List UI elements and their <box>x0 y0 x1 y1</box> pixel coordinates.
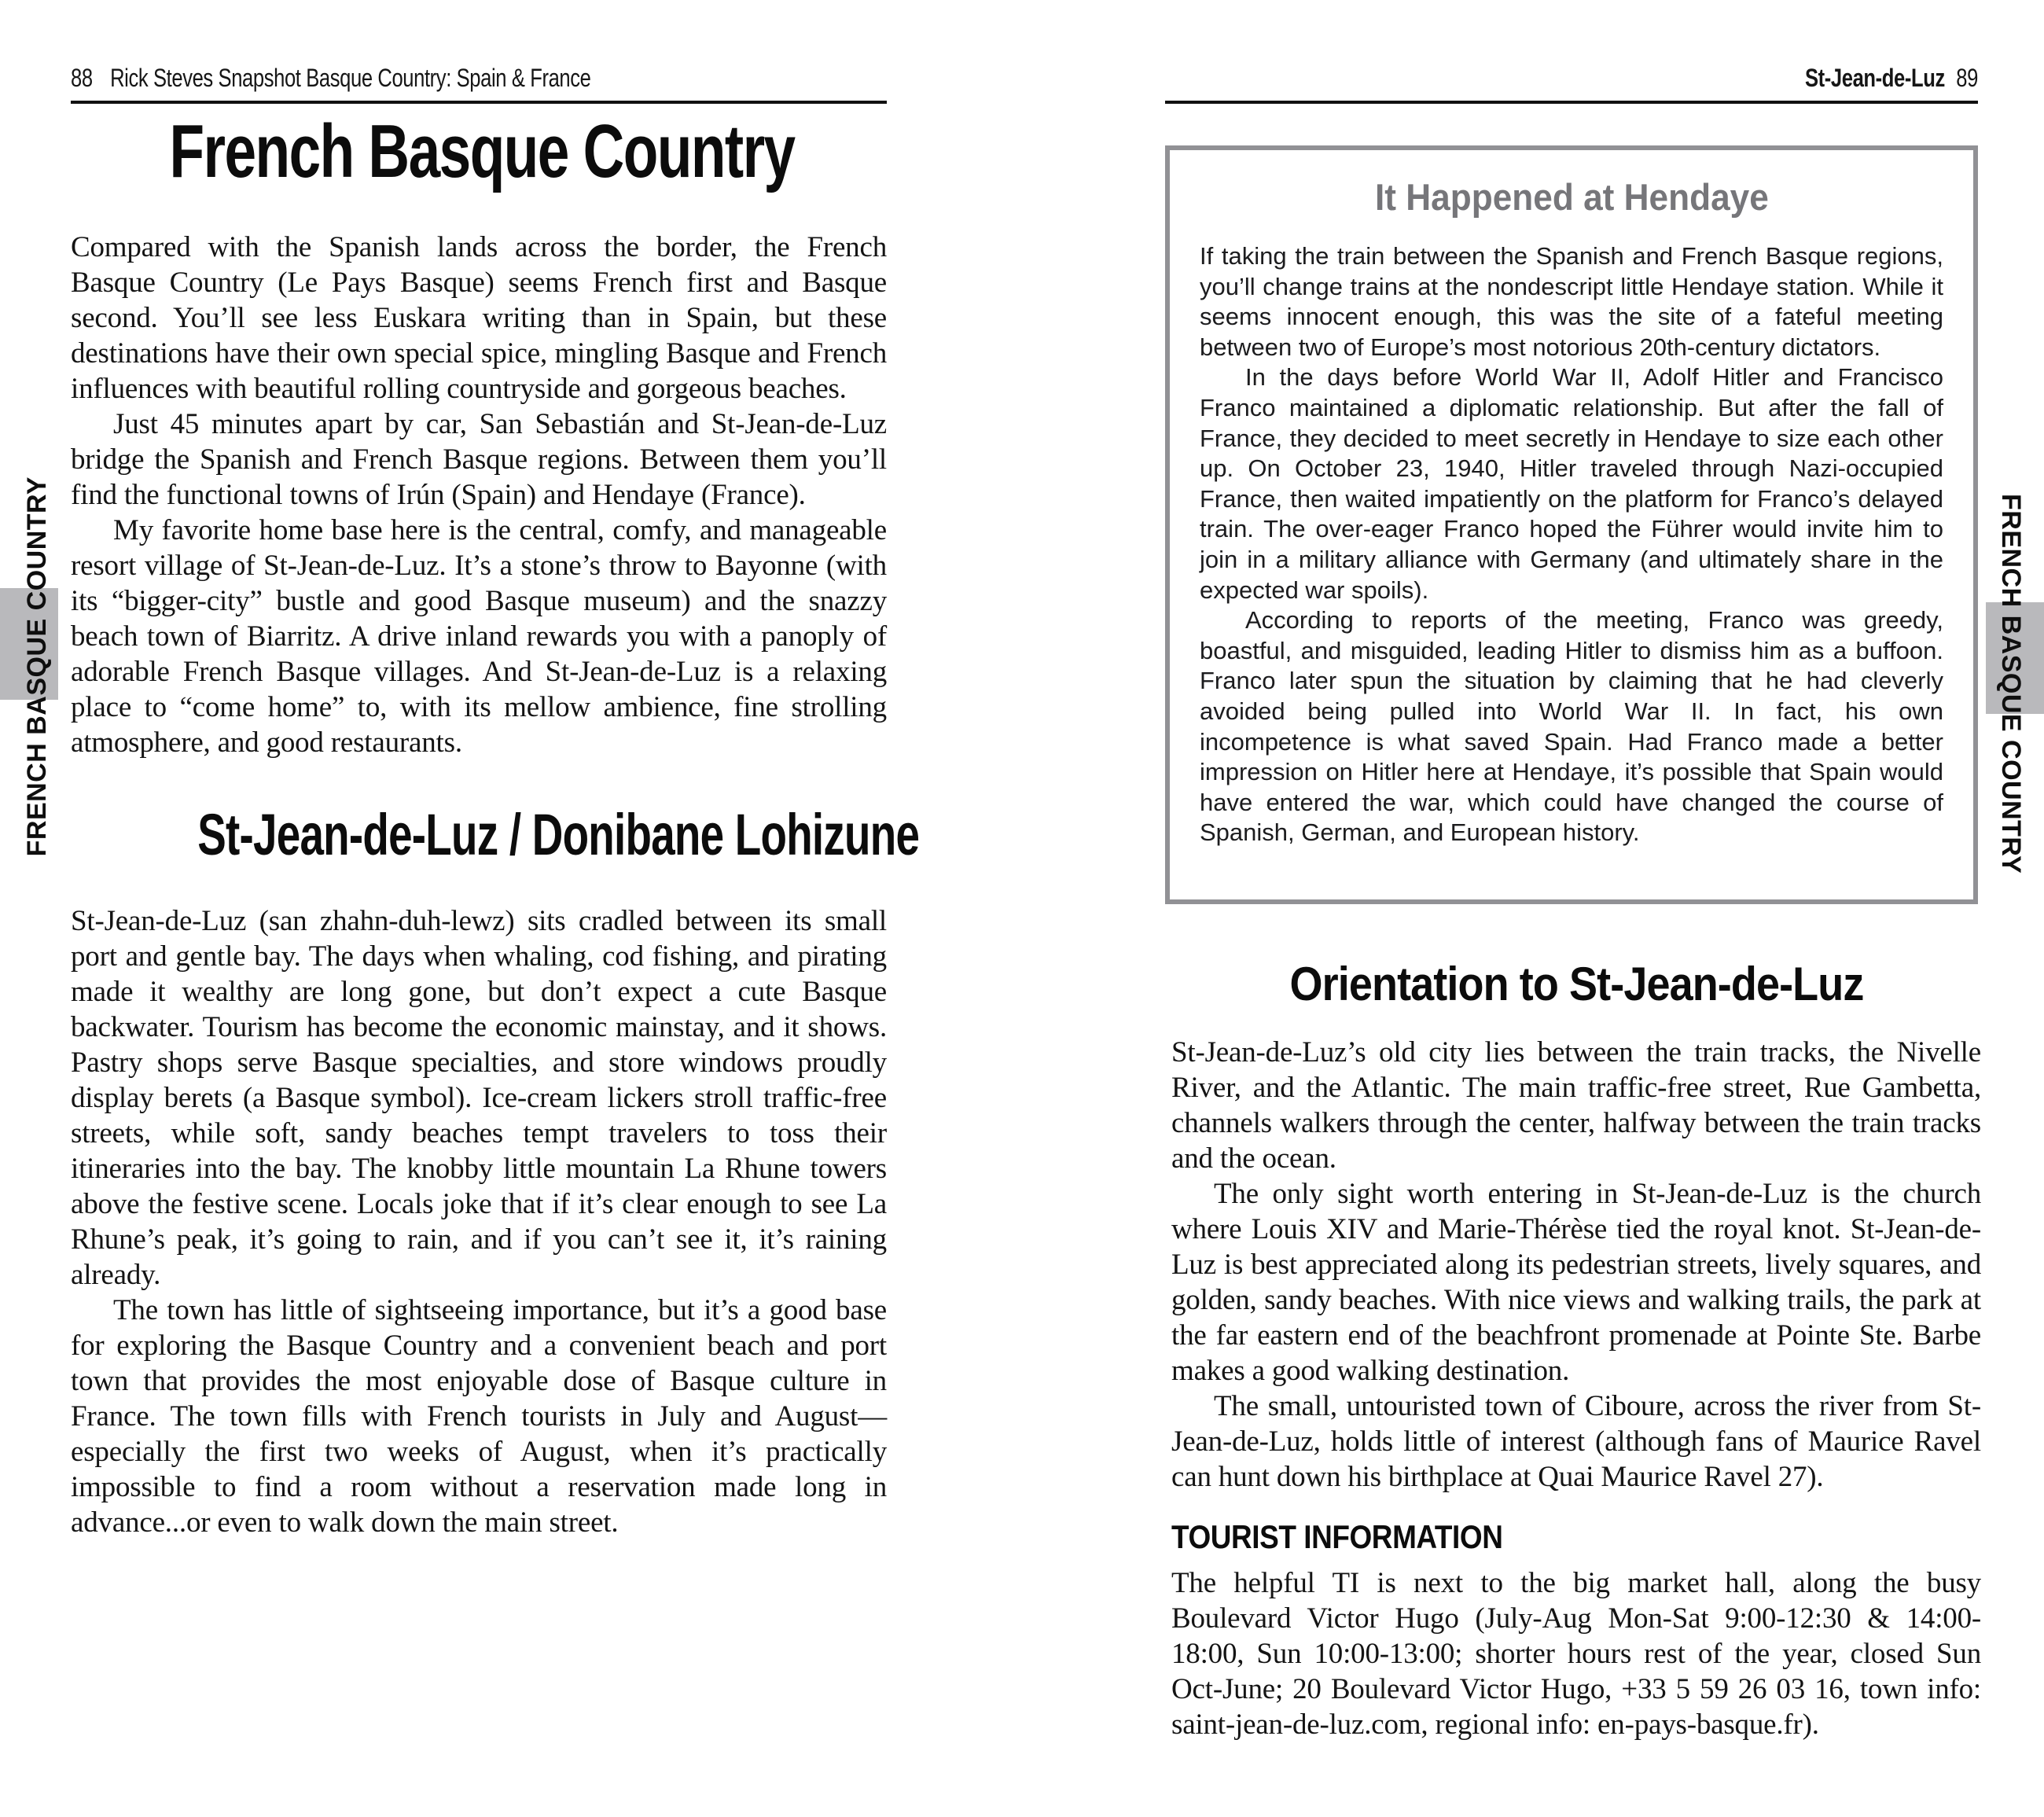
left-running-head <box>71 63 721 93</box>
left-page-number: 88 <box>71 64 93 92</box>
sidebar-paragraph: In the days before World War II, Adolf Hitler and Francisco Franco maintained a diplomatic relationship. But after the fall of France, they decided to meet secretly in Hendaye to size each other up. On October 23, 1940, Hitler traveled through Nazi-occupied France, then waited impatiently on the platform for Franco’s delayed train. The over-eager Franco hoped the Führer would invite him to join in a military alliance with Germany (and ultimately share in the expected war spoils). <box>1200 363 1943 604</box>
tourist-information-heading-text: TOURIST INFORMATION <box>1171 1518 1503 1555</box>
right-margin-tab-label: FRENCH BASQUE COUNTRY <box>1996 494 2026 874</box>
section-title-text: St-Jean-de-Luz / Donibane Lohizune <box>197 802 920 867</box>
chapter-title <box>71 109 887 195</box>
left-running-title: Rick Steves Snapshot Basque Country: Spain & France <box>110 64 591 92</box>
body-paragraph: Compared with the Spanish lands across the border, the French Basque Country (Le Pays Basque) seems French first and Basque second. You’ll see less Euskara writing than in Spain, but these destinations have their own special spice, mingling Basque and French influences with beautiful rolling countryside and gorgeous beaches. <box>71 231 887 405</box>
body-paragraph: Just 45 minutes apart by car, San Sebastián and St-Jean-de-Luz bridge the Spanish and French Basque regions. Between them you’ll find the functional towns of Irún (Spain) and Hendaye (France). <box>71 408 887 511</box>
sidebar-paragraph: If taking the train between the Spanish and French Basque regions, you’ll change trains at the nondescript little Hendaye station. While it seems innocent enough, this was the site of a fateful meeting between two of Europe’s most notorious 20th-century dictators. <box>1200 242 1943 361</box>
sidebar-box <box>1165 145 1978 904</box>
left-margin-tab-label: FRENCH BASQUE COUNTRY <box>22 476 52 857</box>
right-running-title: St-Jean-de-Luz <box>1805 64 1945 92</box>
body-paragraph: St-Jean-de-Luz (san zhahn-duh-lewz) sits cradled between its small port and gentle bay. The days when whaling, cod fishing, and pirating made it wealthy are long gone, but don’t expect a cute Basque backwater. Tourism has become the economic mainstay, and it shows. Pastry shops serve Basque specialties, and store windows proudly display berets (a Basque symbol). Ice-cream lickers stroll traffic-free streets, while soft, sandy beaches tempt travelers to toss their itineraries into the bay. The knobby little mountain La Rhune towers above the festive scene. Locals joke that if it’s clear enough to see La Rhune’s peak, it’s going to rain, and if you can’t see it, it’s raining already. <box>71 905 887 1291</box>
sidebar-paragraph: According to reports of the meeting, Franco was greedy, boastful, and misguided, leading Hitler to dismiss him as a buffoon. Franco later spun the situation by claiming that he had cleverly avoided being pulled into World War II. In fact, his own incompetence is what saved Spain. Had Franco made a better impression on Hitler here at Hendaye, it’s possible that Spain would have entered the war, which could have changed the course of Spanish, German, and European history. <box>1200 606 1943 847</box>
left-header-rule <box>71 101 887 104</box>
body-paragraph: The helpful TI is next to the big market hall, along the busy Boulevard Victor Hugo (July-Aug Mon-Sat 9:00-12:30 & 14:00-18:00, Sun 10:00-13:00; shorter hours rest of the year, closed Sun Oct-June; 20 Boulevard Victor Hugo, +33 5 59 26 03 16, town info: saint-jean-de-luz.com, regional info: en-pays-basque.fr). <box>1171 1567 1981 1741</box>
orientation-title <box>1171 958 1981 1011</box>
sidebar-box-title-text: It Happened at Hendaye <box>1374 176 1769 218</box>
body-paragraph: The small, untouristed town of Ciboure, across the river from St-Jean-de-Luz, holds little of interest (although fans of Maurice Ravel can hunt down his birthplace at Quai Maurice Ravel 27). <box>1171 1390 1981 1493</box>
sidebar-box-title <box>1200 175 1943 219</box>
right-page-number: 89 <box>1956 64 1978 92</box>
body-paragraph: My favorite home base here is the central, comfy, and manageable resort village of St-Jean-de-Luz. It’s a stone’s throw to Bayonne (with its “bigger-city” bustle and good Basque museum) and the snazzy beach town of Biarritz. A drive inland rewards you with a panoply of adorable French Basque villages. And St-Jean-de-Luz is a relaxing place to “come home” to, with its mellow ambience, fine strolling atmosphere, and good restaurants. <box>71 514 887 759</box>
body-paragraph: St-Jean-de-Luz’s old city lies between the train tracks, the Nivelle River, and the Atlantic. The main traffic-free street, Rue Gambetta, channels walkers through the center, halfway between the train tracks and the ocean. <box>1171 1036 1981 1175</box>
right-running-head <box>1165 63 1978 93</box>
section-title <box>71 802 920 867</box>
right-header-rule <box>1165 101 1978 104</box>
chapter-title-text: French Basque Country <box>169 109 795 193</box>
left-page-body <box>71 230 920 1540</box>
orientation-title-text: Orientation to St-Jean-de-Luz <box>1289 958 1863 1010</box>
tourist-information-heading <box>1171 1518 1981 1556</box>
body-paragraph: The town has little of sightseeing importance, but it’s a good base for exploring the Basque Country and a convenient beach and port town that provides the most enjoyable dose of Basque culture in France. The town fills with French tourists in July and August—especially the first two weeks of August, when it’s practically impossible to find a room without a reservation made long in advance...or even to walk down the main street. <box>71 1294 887 1539</box>
body-paragraph: The only sight worth entering in St-Jean-de-Luz is the church where Louis XIV and Marie-Thérèse tied the royal knot. St-Jean-de-Luz is best appreciated along its pedestrian streets, lively squares, and golden, sandy beaches. With nice views and walking trails, the park at the far eastern end of the beachfront promenade at Pointe Ste. Barbe makes a good walking destination. <box>1171 1178 1981 1387</box>
right-page-body <box>1171 958 1981 1742</box>
